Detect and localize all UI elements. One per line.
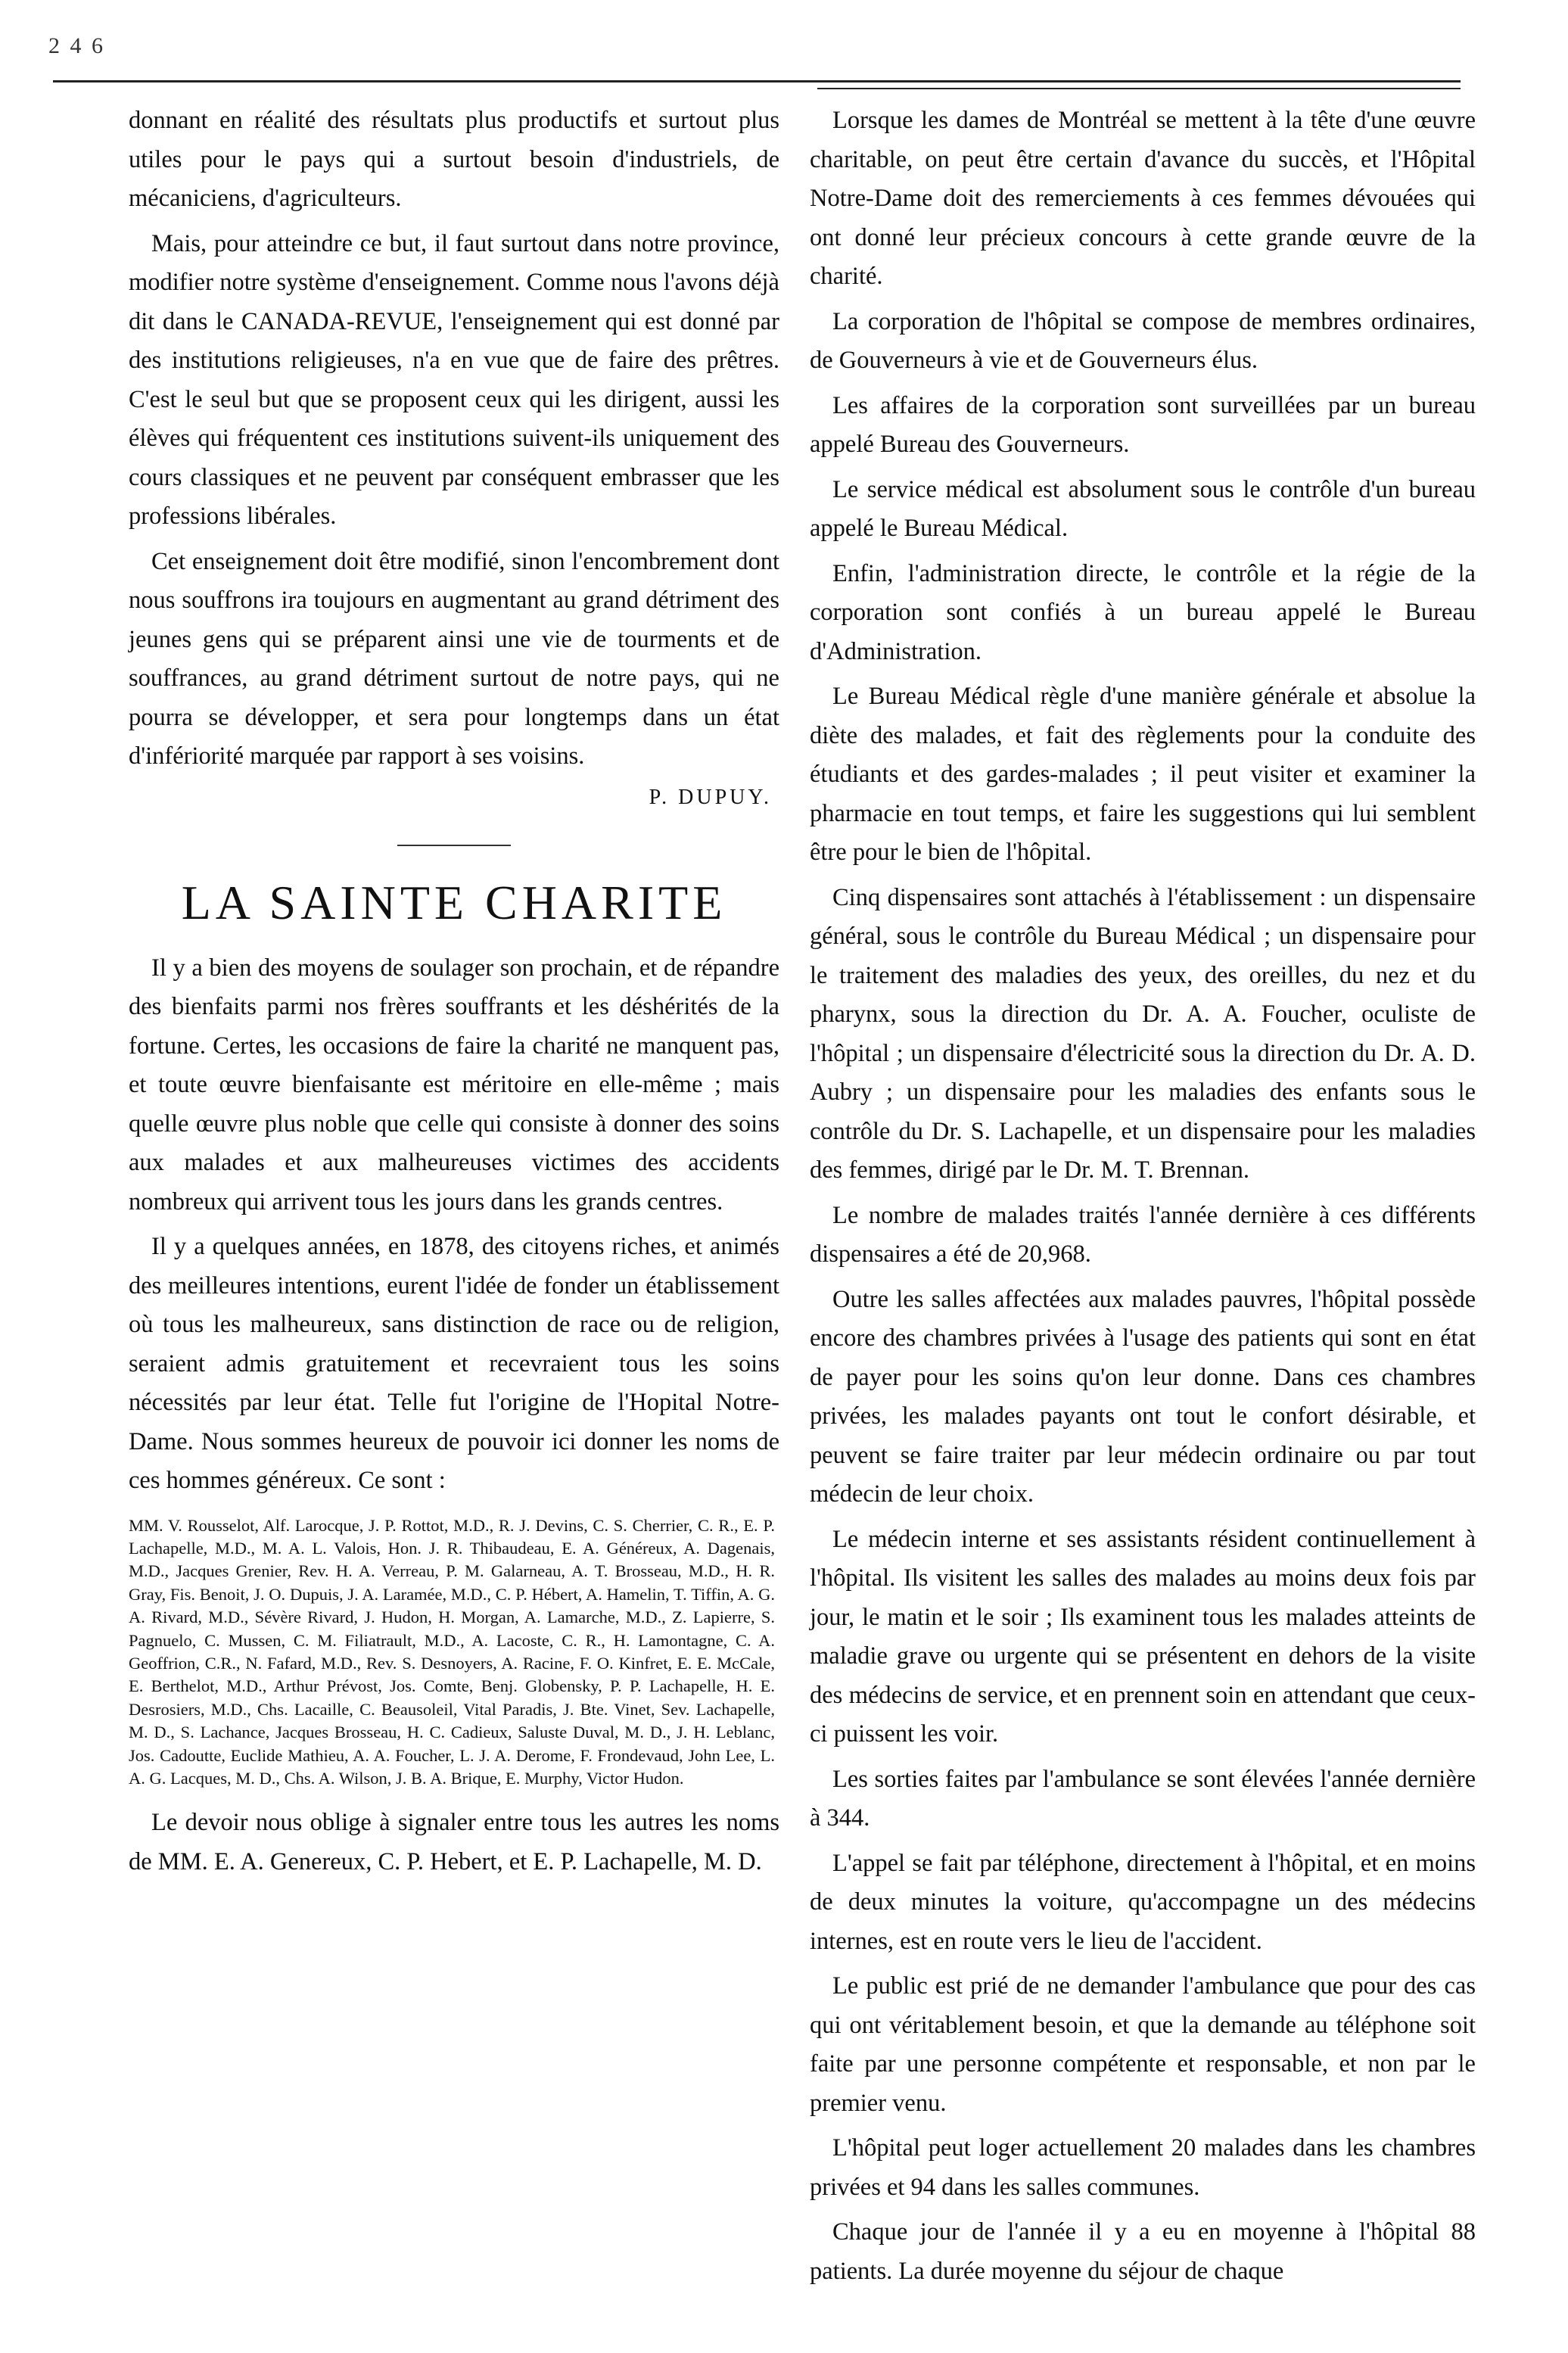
left-column — [129, 101, 779, 1888]
paragraph: Enfin, l'administration directe, le contrôle et la régie de la corporation sont confiés à un bureau appelé le Bureau d'Administration. — [810, 559, 1476, 665]
page-number: 2 4 6 — [48, 33, 105, 58]
paragraph: L'appel se fait par téléphone, directement à l'hôpital, et en moins de deux minutes la voiture, qu'accompagne un des médecins internes, est en route vers le lieu de l'accident. — [810, 1849, 1476, 1955]
header-rule — [53, 80, 1461, 82]
paragraph: Les affaires de la corporation sont surveillées par un bureau appelé Bureau des Gouverneurs. — [810, 391, 1476, 458]
founders-names-list: MM. V. Rousselot, Alf. Larocque, J. P. Rottot, M.D., R. J. Devins, C. S. Cherrier, C. R., E. P. Lachapelle, M.D., M. A. L. Valois, Hon. J. R. Thibaudeau, E. A. Généreux, A. Dagenais, M.D., Jacques Grenier, Rev. H. A. Verreau, P. M. Galarneau, A. T. Brosseau, M.D., H. R. Gray, Fis. Benoit, J. O. Dupuis, J. A. Laramée, M.D., C. P. Hébert, A. Hamelin, T. Tiffin, A. G. A. Rivard, M.D., Sévère Rivard, J. Hudon, H. Morgan, A. Lamarche, M.D., Z. Lapierre, S. Pagnuelo, C. Mussen, C. M. Filiatrault, M.D., A. Lacoste, C. R., H. Lamontagne, C. A. Geoffrion, C.R., N. Fafard, M.D., Rev. S. Desnoyers, A. Racine, F. O. Kinfret, E. E. McCale, E. Berthelot, M.D., Arthur Prévost, Jos. Comte, Benj. Globensky, P. P. Lachapelle, H. E. Desrosiers, M.D., Chs. Lacaille, C. Beausoleil, Vital Paradis, J. Bte. Vinet, Sev. Lachapelle, M. D., S. Lachance, Jacques Brosseau, H. C. Cadieux, Saluste Duval, M. D., J. H. Leblanc, Jos. Cadoutte, Euclide Mathieu, A. A. Foucher, L. J. A. Derome, F. Frondevaud, John Lee, L. A. G. Lacques, M. D., Chs. A. Wilson, J. B. A. Brique, E. Murphy, Victor Hudon. — [129, 1515, 775, 1788]
paragraph: Le devoir nous oblige à signaler entre tous les autres les noms de MM. E. A. Genereux, C. P. Hebert, et E. P. Lachapelle, M. D. — [129, 1809, 779, 1875]
paragraph: Cinq dispensaires sont attachés à l'établissement : un dispensaire général, sous le contrôle du Bureau Médical ; un dispensaire pour le traitement des maladies des yeux, des oreilles, du nez et du pharynx, sous la direction du Dr. A. A. Foucher, oculiste de l'hôpital ; un dispensaire d'électricité sous la direction du Dr. A. D. Aubry ; un dispensaire pour les maladies des enfants sous le contrôle du Dr. S. Lachapelle, et un dispensaire pour les maladies des femmes, dirigé par le Dr. M. T. Brennan. — [810, 883, 1476, 1184]
paragraph: Il y a bien des moyens de soulager son prochain, et de répandre des bienfaits parmi nos frères souffrants et les déshérités de la fortune. Certes, les occasions de faire la charité ne manquent pas, et toute œuvre bienfaisante est méritoire en elle-même ; mais quelle œuvre plus noble que celle qui consiste à donner des soins aux malades et aux malheureuses victimes des accidents nombreux qui arrivent tous les jours dans les grands centres. — [129, 954, 779, 1215]
paragraph: Outre les salles affectées aux malades pauvres, l'hôpital possède encore des chambres privées à l'usage des patients qui sont en état de payer pour les soins qu'on leur donne. Dans ces chambres privées, les malades payants ont tout le confort désirable, et peuvent se faire traiter par leur médecin ordinaire ou par tout médecin de leur choix. — [810, 1285, 1476, 1508]
paragraph: Chaque jour de l'année il y a eu en moyenne à l'hôpital 88 patients. La durée moyenne du séjour de chaque — [810, 2218, 1476, 2285]
paragraph: Le nombre de malades traités l'année dernière à ces différents dispensaires a été de 20,968. — [810, 1201, 1476, 1268]
section-divider — [397, 845, 511, 846]
paragraph: Le public est prié de ne demander l'ambulance que pour des cas qui ont véritablement besoin, et que la demande au téléphone soit faite par une personne compétente et responsable, et non par le premier venu. — [810, 1972, 1476, 2117]
paragraph: Cet enseignement doit être modifié, sinon l'encombrement dont nous souffrons ira toujours en augmentant au grand détriment des jeunes gens qui se préparent ainsi une vie de tourments et de souffrances, au grand détriment surtout de notre pays, qui ne pourra se développer, et sera pour longtemps dans un état d'infériorité marquée par rapport à ses voisins. — [129, 547, 779, 770]
paragraph: Lorsque les dames de Montréal se mettent à la tête d'une œuvre charitable, on peut être certain d'avance du succès, et l'Hôpital Notre-Dame doit des remerciements à ces femmes dévouées qui ont donné leur précieux concours à cette grande œuvre de la charité. — [810, 107, 1476, 290]
article-title: LA SAINTE CHARITE — [181, 875, 727, 929]
paragraph: Le service médical est absolument sous le contrôle d'un bureau appelé le Bureau Médical. — [810, 475, 1476, 542]
paragraph: Le Bureau Médical règle d'une manière générale et absolue la diète des malades, et fait des règlements pour la conduite des étudiants et des gardes-malades ; il peut visiter et examiner la pharmacie en tout temps, et faire les suggestions qui lui semblent être pour le bien de l'hôpital. — [810, 683, 1476, 866]
paragraph: L'hôpital peut loger actuellement 20 malades dans les chambres privées et 94 dans les salles communes. — [810, 2134, 1476, 2201]
paragraph: Il y a quelques années, en 1878, des citoyens riches, et animés des meilleures intentions, eurent l'idée de fonder un établissement où tous les malheureux, sans distinction de race ou de religion, seraient admis gratuitement et recevraient tous les soins nécessités par leur état. Telle fut l'origine de l'Hopital Notre-Dame. Nous sommes heureux de pouvoir ici donner les noms de ces hommes généreux. Ce sont : — [129, 1233, 779, 1494]
header-rule-secondary — [817, 88, 1461, 89]
author-signature: P. DUPUY. — [649, 785, 772, 809]
paragraph: donnant en réalité des résultats plus productifs et surtout plus utiles pour le pays qui a surtout besoin d'industriels, de mécaniciens, d'agriculteurs. — [129, 107, 779, 212]
paragraph: Mais, pour atteindre ce but, il faut surtout dans notre province, modifier notre système d'enseignement. Comme nous l'avons déjà dit dans le CANADA-REVUE, l'enseignement qui est donné par des institutions religieuses, n'a en vue que de faire des prêtres. C'est le seul but que se proposent ceux qui les dirigent, aussi les élèves qui fréquentent ces institutions suivent-ils uniquement des cours classiques et ne peuvent par conséquent embrasser que les professions libérales. — [129, 229, 779, 530]
paragraph: La corporation de l'hôpital se compose de membres ordinaires, de Gouverneurs à vie et de Gouverneurs élus. — [810, 307, 1476, 374]
right-column — [810, 101, 1476, 2297]
paragraph: Les sorties faites par l'ambulance se sont élevées l'année dernière à 344. — [810, 1765, 1476, 1832]
paragraph: Le médecin interne et ses assistants résident continuellement à l'hôpital. Ils visitent les salles des malades au moins deux fois par jour, le matin et le soir ; Ils examinent tous les malades atteints de maladie grave ou urgente qui se présentent en dehors de la visite des médecins de service, et en prennent soin en attendant que ceux-ci puissent les voir. — [810, 1525, 1476, 1748]
